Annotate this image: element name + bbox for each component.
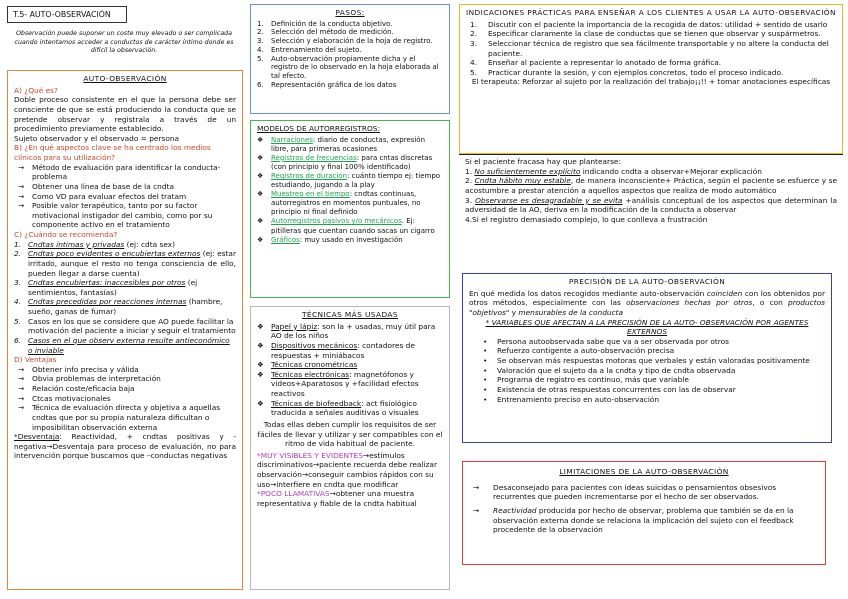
auto-observacion-box [7,70,243,590]
indicaciones-heading: INDICACIONES PRÁCTICAS PARA ENSEÑAR A LOS CLIENTES A USAR LA AUTO-OBSERVACIÓN [466,8,836,17]
list-item: • Existencia de otras respuestas concurrentes con las de observar [483,384,736,394]
qa-label: A) ¿Qué es? [14,85,58,95]
list-item: 2. Selección del método de medición. [257,28,394,37]
list-item: 4.Si el registro demasiado complejo, lo que conlleva a frustración [465,214,708,224]
tecnicas-note: Todas ellas deben cumplir los requisitos de ser fáciles de llevar y utilizar y ser compatibles con el ritmo de vida habitual de paciente. [257,419,443,449]
list-item: → Método de evaluación para identificar la conducta- problema [18,162,221,182]
list-item: 3. Cndtas encubiertas: inaccesibles por otros (ej sentimientos, fantasías) [14,278,198,297]
list-item: 1. Discutir con el paciente la importancia de la recogida de datos: utilidad + sentido de usarlo [470,19,828,29]
list-item: 1. No suficientemente explícito indicando cndta a observar+Mejorar explicación [465,166,762,176]
modelos-box [250,120,450,298]
list-item: 1. Definición de la conducta objetivo. [257,19,393,28]
list-item: 3. Seleccionar técnica de registro que sea fácilmente transportable y no altere la conducta del paciente. [470,38,829,58]
list-item: 3. Selección y elaboración de la hoja de registro. [257,37,433,46]
fracasa-intro: Si el paciente fracasa hay que plantearse: [465,157,621,166]
qb-list [14,163,236,230]
qb-label: B) ¿En qué aspectos clave se ha centrado los medios clínicos para su utilización? [14,143,211,162]
list-item: 3. Observarse es desagradable y se evita +análisis conceptual de los aspectos que determinan la adversidad de la AO, deriva en la modificación de la conducta a observar [465,195,837,215]
tecnicas-list [257,322,443,418]
list-item: → Desaconsejado para pacientes con ideas suicidas o pensamientos obsesivos recurrentes que pueden incrementarse por el hecho de ser observados. [473,482,777,502]
refuerzo-text: El terapeuta: Reforzar al sujeto por la realización del trabajo¡¡!! + tomar anotaciones específicas [471,77,831,87]
list-item: ❖ Dispositivos mecánicos: contadores de respuestas + miniábacos [257,340,415,360]
list-item: 6. Representación gráfica de los datos [257,80,397,89]
list-item: ❖ Registros de frecuencias: para cntas discretas (con principio y final 100% identificado) [257,153,433,171]
precision-box [462,273,832,443]
list-item: 2. Cndta hábito muy estable, de manera inconsciente+ Práctica, según el paciente se esfuerce y se acostumbre a prestar atención a aquellos aspectos que realiza de modo automático [465,176,837,195]
qc-label: C) ¿Cuándo se recomienda? [14,230,118,239]
list-item: 5. Auto-observación propiamente dicha y el registro de lo observado en la hoja elaborada al tal efecto. [257,54,439,81]
list-item: ❖ Narraciones: diario de conductas, expresión libre, para primeras ocasiones [257,135,426,153]
indicaciones-box [459,4,843,154]
list-item: ❖ Gráficos: muy usado en investigación [257,235,403,244]
auto-heading: AUTO-OBSERVACIÓN [83,74,167,83]
list-item: • Entrenamiento preciso en auto-observación [483,394,660,404]
list-item: • Valoración que el sujeto da a la cndta y tipo de cndta observada [483,365,736,375]
list-item: 4. Entrenamiento del sujeto. [257,45,362,54]
list-item: • Persona autoobservada sabe que va a ser observada por otros [483,336,730,346]
list-item: → Obvia problemas de interpretación [18,374,161,384]
qa-note: Sujeto observador y el observado = persona [14,133,180,143]
list-item: → Ctcas motivacionales [18,393,111,403]
list-item: → Obtener info precisa y válida [18,364,139,374]
tecnicas-heading: TÉCNICAS MÁS USADAS [302,310,398,319]
list-item: → Reactividad producida por hecho de observar, problema que también se da en la observación externa donde se relaciona la implicación del sujeto con el feedback procedente de la observación [473,505,794,535]
indicaciones-list [466,20,836,78]
qc-list [14,240,236,356]
list-item: • Se observan más respuestas motoras que verbales y están valoradas positivamente [483,356,810,365]
list-item: 5. Practicar durante la sesión, y con ejemplos concretos, todo el proceso indicado. [470,67,784,77]
qd-list [14,365,236,432]
limitaciones-box [462,461,826,565]
limitaciones-heading: LIMITACIONES DE LA AUTO-OBSERVACIÓN [559,467,729,476]
list-item: ❖ Papel y lápiz: son la + usadas, muy útil para AO de los niños [257,321,436,341]
list-item: → Técnica de evaluación directa y objetiva a aquellas cndtas que por su propia naturaleza dificultan o imposibilitan observación externa [18,403,221,432]
muy-visibles: *MUY VISIBLES Y EVIDENTES→estímulos discriminativos→paciente recuerda debe realizar observación→conseguir cambios rápidos con su uso→interfiere en cndta que modificar [257,450,437,489]
pasos-heading: PASOS: [335,8,365,17]
list-item: ❖ Muestreo en el tiempo: cndtas continuas, autorregistros en momentos puntuales, no principio ni final definido [257,190,421,217]
precision-list [483,337,825,404]
list-item: 6. Casos en el que observ externa resulte antieconómico o inviable [14,335,230,355]
variables-heading: * VARIABLES QUE AFECTAN A LA PRECISIÓN DE LA AUTO- OBSERVACIÓN POR AGENTES EXTERNOS [485,317,809,337]
limitaciones-list [471,483,817,535]
precision-text: En qué medida los datos recogidos mediante auto-observación coinciden con los obtenidos por otros métodos, especialmente con las observaciones hechas por otros, o con productos "objetivos" y mensurables de la conducta [469,288,825,317]
list-item: → Posible valor terapéutico, tanto por su factor motivacional instigador del cambio, como por su componente activo en el tratamiento [18,201,213,230]
list-item: → Como VD para evaluar efectos del tratam [18,191,187,201]
list-item: ❖ Técnicas de biofeedback: act fisiológico traducida a señales auditivas o visuales [257,398,419,418]
modelos-heading: MODELOS DE AUTORREGISTROS: [257,124,380,133]
poco-llamativas: *POCO LLAMATIVAS→obtener una muestra representativa y fiable de la cndta habitual [257,489,417,508]
list-item: 1. Cndtas íntimas y privadas (ej: cdta sex) [14,239,175,249]
list-item: → Relación coste/eficacia baja [18,384,135,393]
intro-text: Observación puede suponer un coste muy elevado o ser complicada cuando intentamos acceder a conductos de carácter íntimo donde es difícil la observación. [14,30,234,54]
pasos-list [257,20,443,90]
list-item: → Obtener una línea de base de la cndta [18,181,174,191]
list-item: ❖ Técnicas cronométricas [257,360,358,370]
pasos-box [250,4,450,114]
qa-text: Doble proceso consistente en el que la persona debe ser consciente de que se está produciendo la conducta que se pretende observar y registrala a través de un procedimiento previamente establecido. [14,95,236,134]
modelos-list [257,136,443,245]
list-item: ❖ Técnicas electrónicas: magnetófonos y videos+Aparatosos y +facilidad efectos reactivos [257,369,419,398]
tecnicas-box [250,306,450,590]
list-item: 4. Enseñar al paciente a representar lo anotado de forma gráfica. [470,58,722,68]
title-box [7,6,127,23]
page-title: T.5- AUTO-OBSERVACIÓN [13,10,111,19]
list-item: 2. Cndtas poco evidentes o encubiertas externos (ej: estar irritado, aunque el resto no tenga consciencia de ello, pueden llegar a darse cuenta) [14,249,236,278]
list-item: 2. Especificar claramente la clase de conductas que se tienen que observar y suspármetros. [470,29,821,39]
fracasa-section [459,154,843,258]
list-item: ❖ Registros de duración: cuánto tiempo ej: tiempo estudiando, jugando a la play [257,172,441,190]
list-item: 5. Casos en los que se considere que AO puede facilitar la motivación del paciente a iniciar y seguir el tratamiento [14,316,236,336]
qd-label: D) Ventajas [14,355,57,365]
list-item: 4. Cndtas precedidas por reacciones internas (hambre, sueño, ganas de fumar) [14,297,223,316]
list-item: • Programa de registro es continuo, más que variable [483,375,689,385]
list-item: ❖ Autorregistros pasivos y/o mecánicos. Ej: pitilleras que cuentan cuando sacas un cigarro [257,217,435,235]
precision-heading: PRECISIÓN DE LA AUTO-OBSERVACIÓN [568,277,726,286]
list-item: • Refuerzo contigente a auto-observación precisa [483,346,675,356]
desventaja: *Desventaja: Reactividad, + cndtas positivas y -negativa→Desventaja para proceso de evaluación, no para intervención porque buscamos que –conductas negativas [14,432,236,461]
